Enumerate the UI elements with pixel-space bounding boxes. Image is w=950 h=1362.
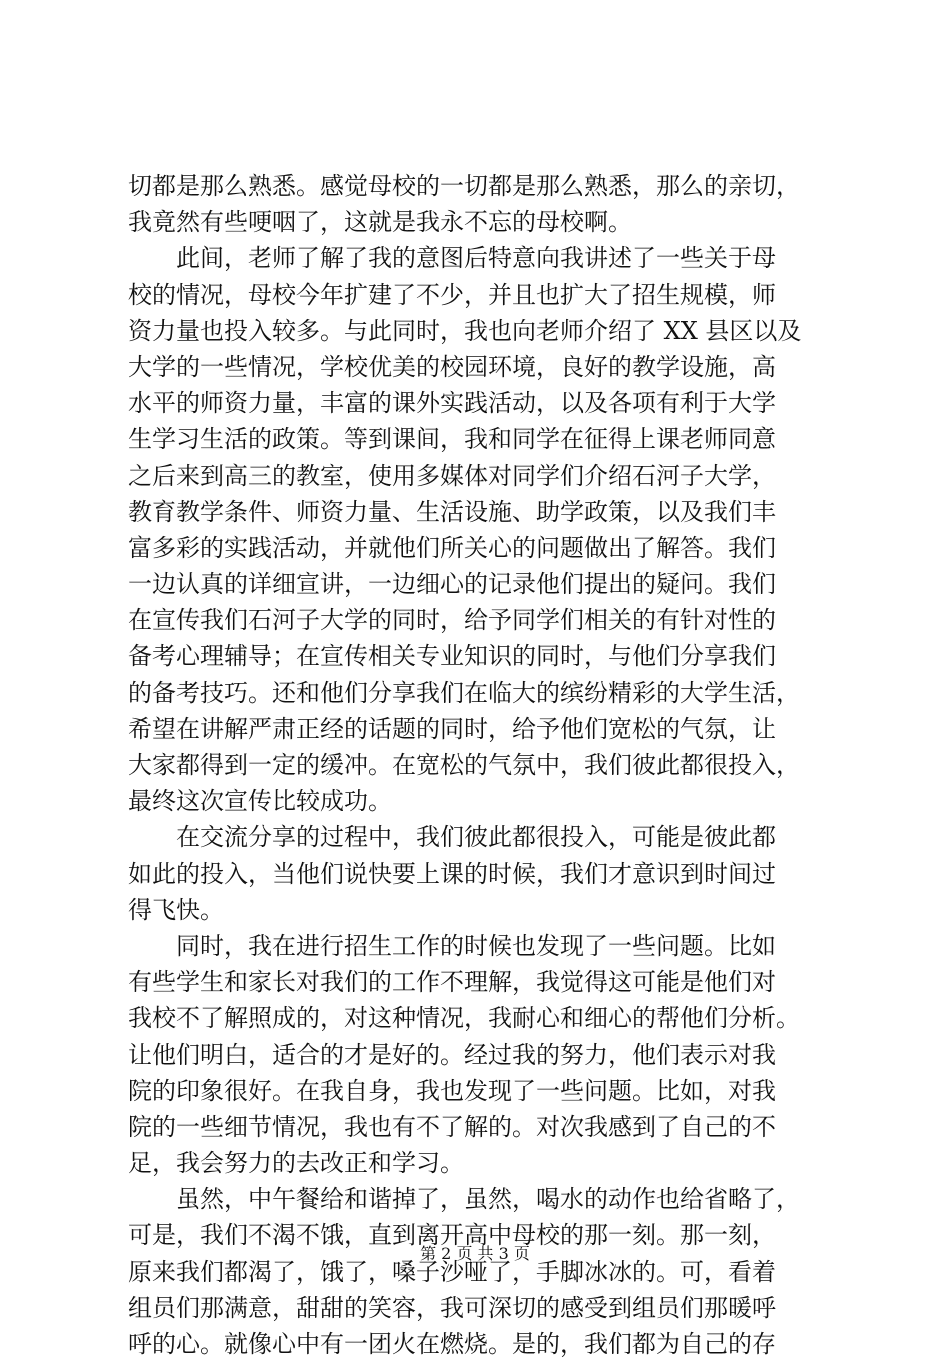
- text-line: 一边认真的详细宣讲，一边细心的记录他们提出的疑问。我们: [128, 570, 776, 599]
- text-line: 水平的师资力量，丰富的课外实践活动，以及各项有利于大学: [128, 389, 776, 418]
- text-line: 虽然，中午餐给和谐掉了，虽然，喝水的动作也给省略了，: [128, 1185, 800, 1214]
- text-line: 足，我会努力的去改正和学习。: [128, 1149, 464, 1178]
- text-line: 同时，我在进行招生工作的时候也发现了一些问题。比如: [128, 931, 776, 960]
- text-line: 让他们明白，适合的才是好的。经过我的努力，他们表示对我: [128, 1040, 776, 1069]
- text-line: 如此的投入，当他们说快要上课的时候，我们才意识到时间过: [128, 859, 776, 888]
- text-line: 大家都得到一定的缓冲。在宽松的气氛中，我们彼此都很投入，: [128, 751, 800, 779]
- text-line: 院的一些细节情况，我也有不了解的。对次我感到了自己的不: [128, 1112, 776, 1141]
- text-line: 之后来到高三的教室，使用多媒体对同学们介绍石河子大学，: [128, 461, 776, 490]
- body-text: [128, 168, 824, 1362]
- text-line: 原来我们都渴了，饿了，嗓子沙哑了，手脚冰冰的。可，看着: [128, 1257, 776, 1286]
- text-line: 此间，老师了解了我的意图后特意向我讲述了一些关于母: [128, 244, 776, 273]
- text-line: 在宣传我们石河子大学的同时，给予同学们相关的有针对性的: [128, 606, 776, 635]
- text-line: 得飞快。: [128, 895, 224, 924]
- text-line: 院的印象很好。在我自身，我也发现了一些问题。比如，对我: [128, 1076, 776, 1105]
- text-line: 在交流分享的过程中，我们彼此都很投入，可能是彼此都: [128, 823, 776, 852]
- text-line: 富多彩的实践活动，并就他们所关心的问题做出了解答。我们: [128, 533, 776, 562]
- text-line: 教育教学条件、师资力量、生活设施、助学政策，以及我们丰: [128, 497, 776, 526]
- text-line: 我竟然有些哽咽了，这就是我永不忘的母校啊。: [128, 208, 632, 237]
- text-line: 资力量也投入较多。与此同时，我也向老师介绍了 XX 县区以及: [128, 316, 802, 345]
- text-line: 最终这次宣传比较成功。: [128, 787, 392, 816]
- text-line: 的备考技巧。还和他们分享我们在临大的缤纷精彩的大学生活，: [128, 678, 800, 707]
- text-line: 大学的一些情况，学校优美的校园环境，良好的教学设施，高: [128, 352, 776, 381]
- text-line: 有些学生和家长对我们的工作不理解，我觉得这可能是他们对: [128, 968, 776, 997]
- text-line: 可是，我们不渴不饿，直到离开高中母校的那一刻。那一刻，: [128, 1221, 776, 1250]
- text-line: 切都是那么熟悉。感觉母校的一切都是那么熟悉，那么的亲切，: [128, 172, 800, 200]
- page-number-label: 第 2 页 共 3 页: [420, 1244, 530, 1263]
- text-line: 生学习生活的政策。等到课间，我和同学在征得上课老师同意: [128, 425, 776, 454]
- page-footer: [0, 1242, 950, 1266]
- text-line: 呼的心。就像心中有一团火在燃烧。是的，我们都为自己的存: [128, 1330, 776, 1358]
- text-line: 备考心理辅导；在宣传相关专业知识的同时，与他们分享我们: [128, 642, 776, 671]
- text-line: 校的情况，母校今年扩建了不少，并且也扩大了招生规模，师: [128, 280, 776, 309]
- text-line: 我校不了解照成的，对这种情况，我耐心和细心的帮他们分析。: [128, 1004, 800, 1033]
- text-line: 组员们那满意，甜甜的笑容，我可深切的感受到组员们那暖呼: [128, 1293, 776, 1322]
- text-line: 希望在讲解严肃正经的话题的同时，给予他们宽松的气氛，让: [128, 714, 776, 743]
